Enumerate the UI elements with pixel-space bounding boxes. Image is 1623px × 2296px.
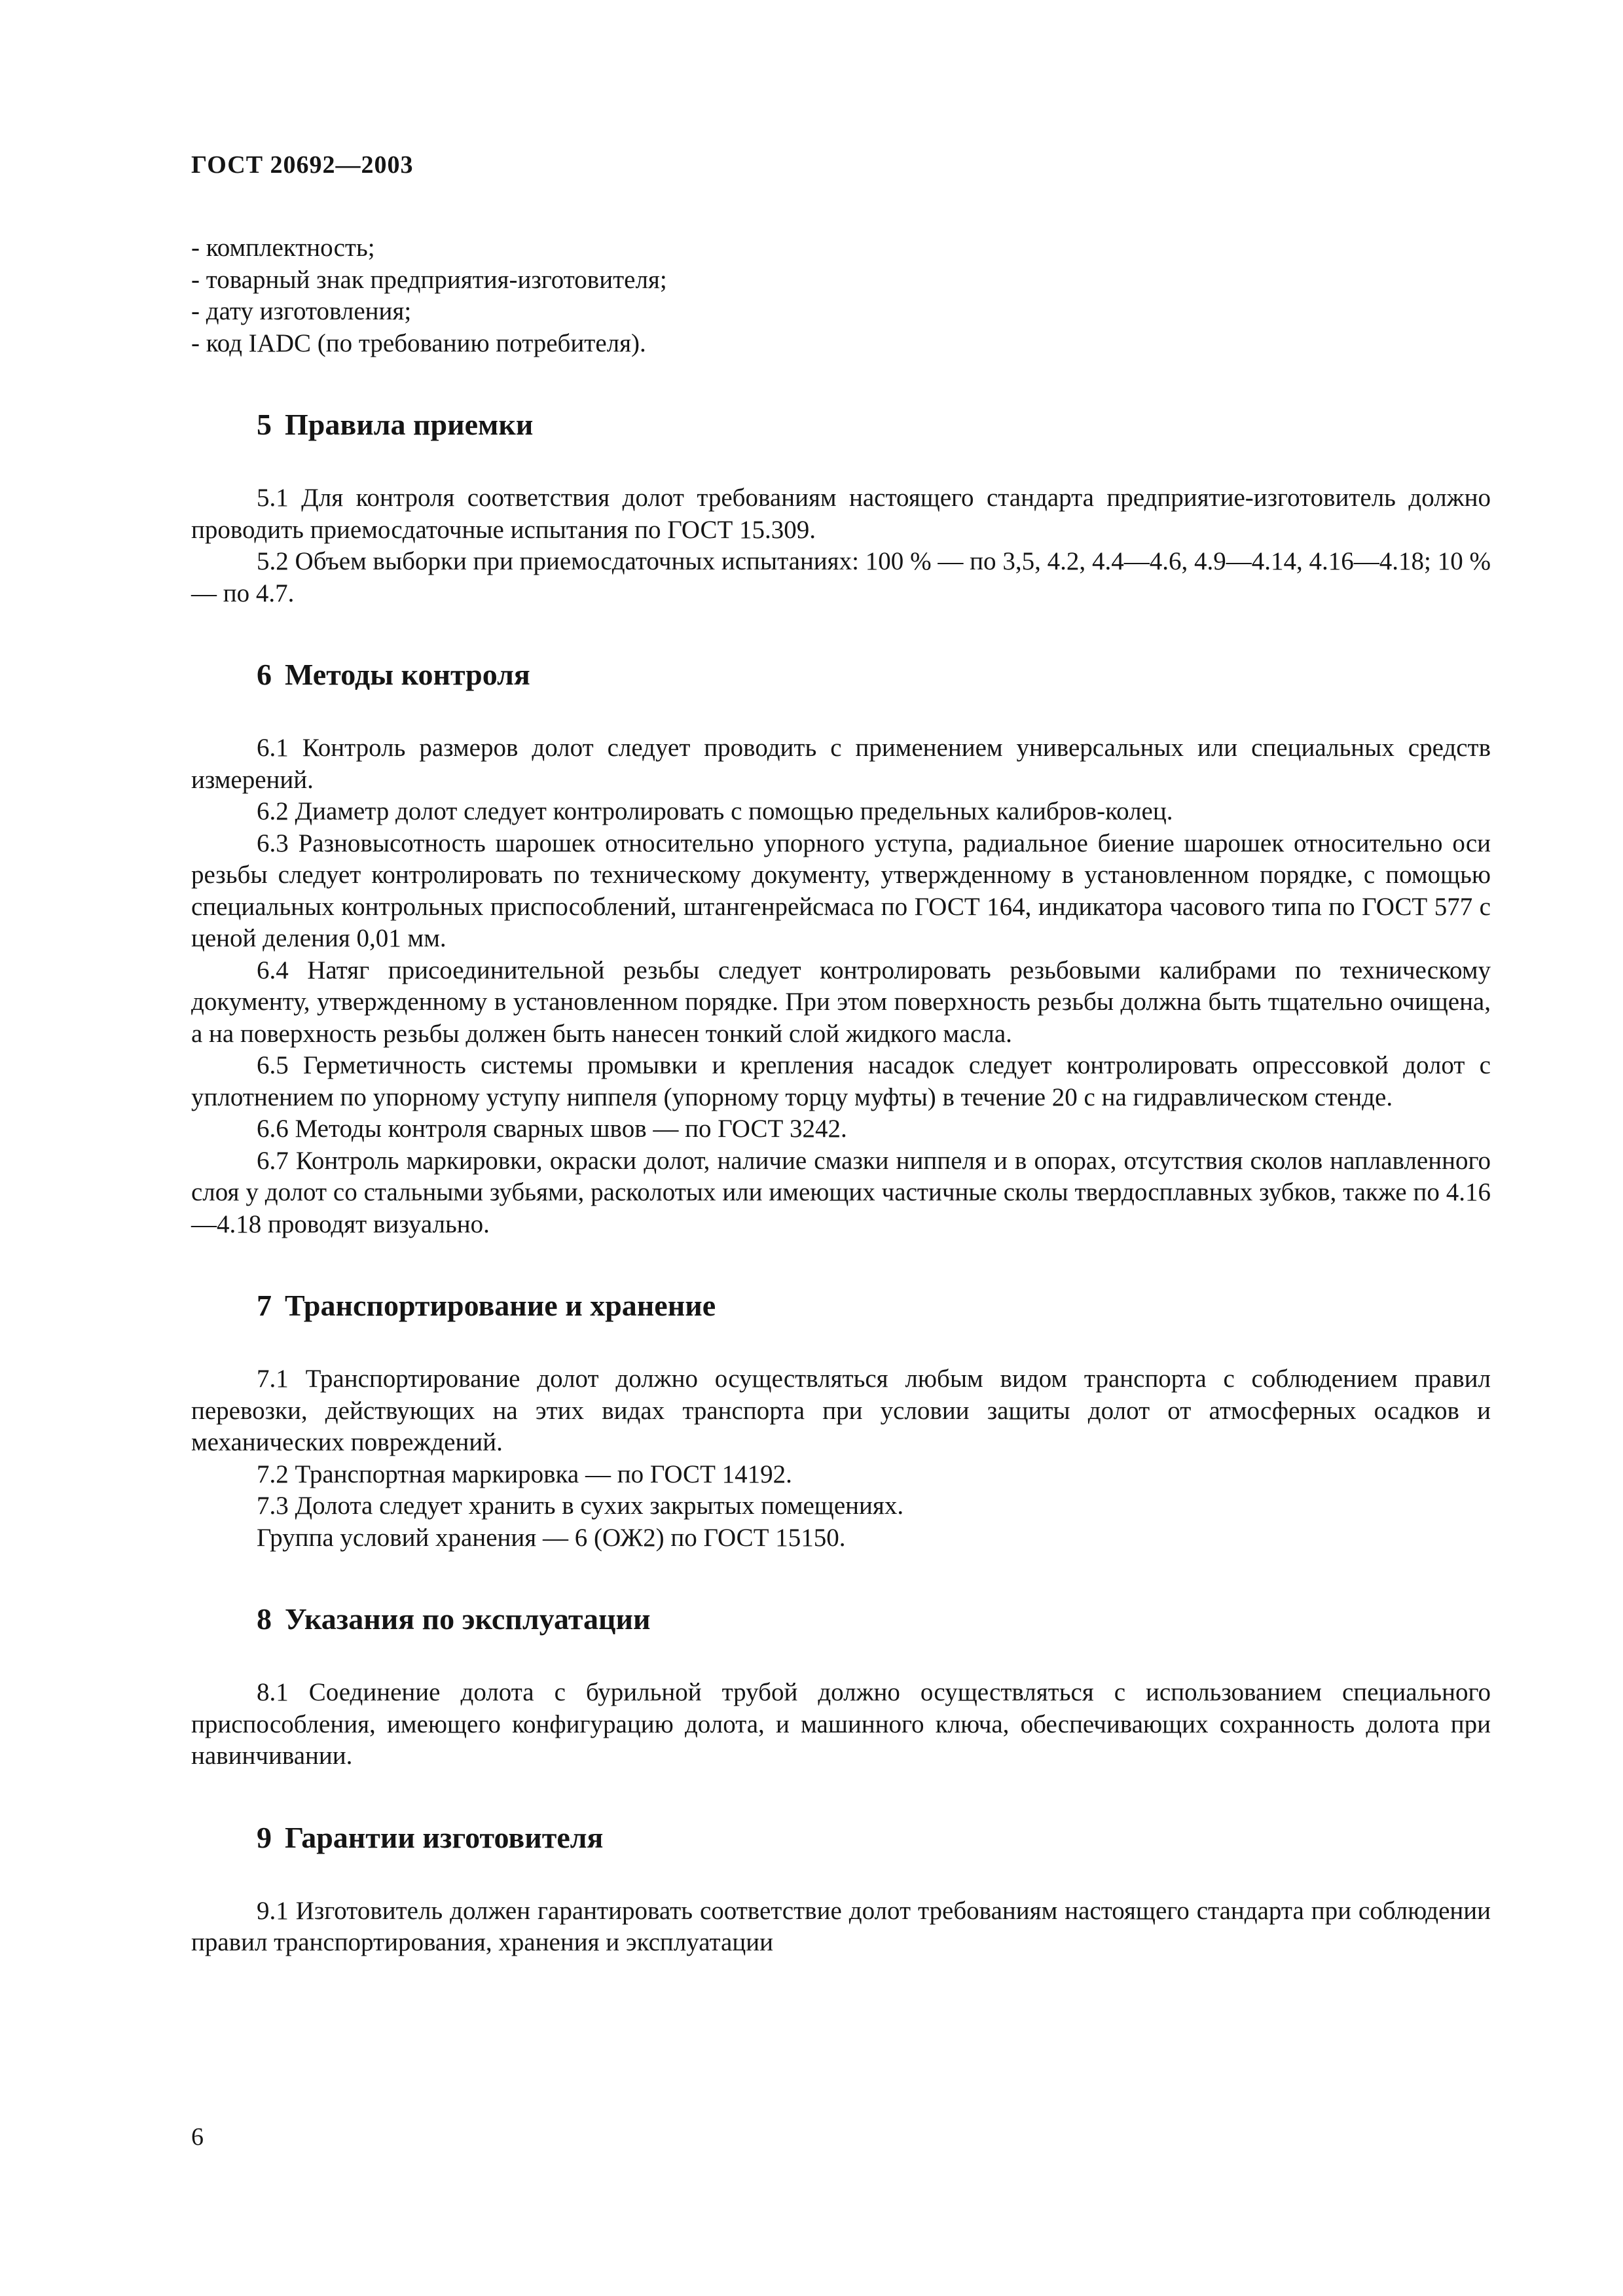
- section-heading: Методы контроля: [285, 658, 530, 691]
- section-title: [257, 656, 1491, 693]
- section-title: [257, 1820, 1491, 1856]
- document-body: [191, 232, 1491, 1959]
- section-title: [257, 1287, 1491, 1324]
- section-5: [191, 406, 1491, 609]
- section-title: [257, 406, 1491, 443]
- paragraph: 6.7 Контроль маркировки, окраски долот, наличие смазки ниппеля и в опорах, отсутствия сколов наплавленного слоя у долот со стальными зубьями, расколотых или имеющих частичные сколы твердосплавных зубков, также по 4.16—4.18 проводят визуально.: [191, 1146, 1491, 1238]
- paragraph: 7.2 Транспортная маркировка — по ГОСТ 14192.: [257, 1460, 792, 1488]
- list-item: - код IADC (по требованию потребителя).: [191, 329, 646, 357]
- section-number: 6: [257, 658, 272, 691]
- list-item: - комплектность;: [191, 234, 375, 262]
- document-header: ГОСТ 20692—2003: [191, 151, 414, 179]
- section-number: 8: [257, 1602, 272, 1636]
- page-number: 6: [191, 2123, 204, 2151]
- section-number: 9: [257, 1820, 272, 1854]
- paragraph: 6.4 Натяг присоединительной резьбы следует контролировать резьбовыми калибрами по техническому документу, утвержденному в установленном порядке. При этом поверхность резьбы должна быть тщательно очищена, а на поверхность резьбы должен быть нанесен тонкий слой жидкого масла.: [191, 956, 1491, 1048]
- section-heading: Транспортирование и хранение: [285, 1289, 716, 1322]
- paragraph: 8.1 Соединение долота с бурильной трубой должно осуществляться с использованием специального приспособления, имеющего конфигурацию долота, и машинного ключа, обеспечивающих сохранность долота при навинчивании.: [191, 1678, 1491, 1770]
- section-6: [191, 656, 1491, 1240]
- section-number: 7: [257, 1289, 272, 1322]
- paragraph: Группа условий хранения — 6 (ОЖ2) по ГОСТ 15150.: [257, 1523, 846, 1552]
- section-7: [191, 1287, 1491, 1554]
- paragraph: 9.1 Изготовитель должен гарантировать соответствие долот требованиям настоящего стандарта при соблюдении правил транспортирования, хранения и эксплуатации: [191, 1896, 1491, 1956]
- paragraph: 6.1 Контроль размеров долот следует проводить с применением универсальных или специальных средств измерений.: [191, 734, 1491, 794]
- section-title: [257, 1601, 1491, 1638]
- paragraph: 5.2 Объем выборки при приемосдаточных испытаниях: 100 % — по 3,5, 4.2, 4.4—4.6, 4.9—4.14, 4.16—4.18; 10 % — по 4.7.: [191, 547, 1491, 607]
- paragraph: 6.5 Герметичность системы промывки и крепления насадок следует контролировать опрессовкой долот с уплотнением по упорному уступу ниппеля (упорному торцу муфты) в течение 20 с на гидравлическом стенде.: [191, 1051, 1491, 1111]
- bullet-list: [191, 232, 1491, 359]
- paragraph: 6.6 Методы контроля сварных швов — по ГОСТ 3242.: [257, 1115, 847, 1143]
- list-item: - дату изготовления;: [191, 297, 412, 325]
- section-9: [191, 1820, 1491, 1959]
- paragraph: 6.3 Разновысотность шарошек относительно упорного уступа, радиальное биение шарошек относительно оси резьбы следует контролировать по техническому документу, утвержденному в установленном порядке, с помощью специальных контрольных приспособлений, штангенрейсмаса по ГОСТ 164, индикатора часового типа по ГОСТ 577 с ценой деления 0,01 мм.: [191, 829, 1491, 952]
- paragraph: 7.1 Транспортирование долот должно осуществляться любым видом транспорта с соблюдением правил перевозки, действующих на этих видах транспорта при условии защиты долот от атмосферных осадков и механических повреждений.: [191, 1365, 1491, 1456]
- section-heading: Правила приемки: [285, 408, 534, 441]
- section-heading: Указания по эксплуатации: [285, 1602, 651, 1636]
- paragraph: 6.2 Диаметр долот следует контролировать с помощью предельных калибров-колец.: [257, 797, 1173, 825]
- paragraph: 5.1 Для контроля соответствия долот требованиям настоящего стандарта предприятие-изготовитель должно проводить приемосдаточные испытания по ГОСТ 15.309.: [191, 484, 1491, 544]
- section-number: 5: [257, 408, 272, 441]
- list-item: - товарный знак предприятия-изготовителя;: [191, 265, 667, 294]
- section-heading: Гарантии изготовителя: [285, 1820, 604, 1854]
- paragraph: 7.3 Долота следует хранить в сухих закрытых помещениях.: [257, 1492, 904, 1520]
- section-8: [191, 1601, 1491, 1772]
